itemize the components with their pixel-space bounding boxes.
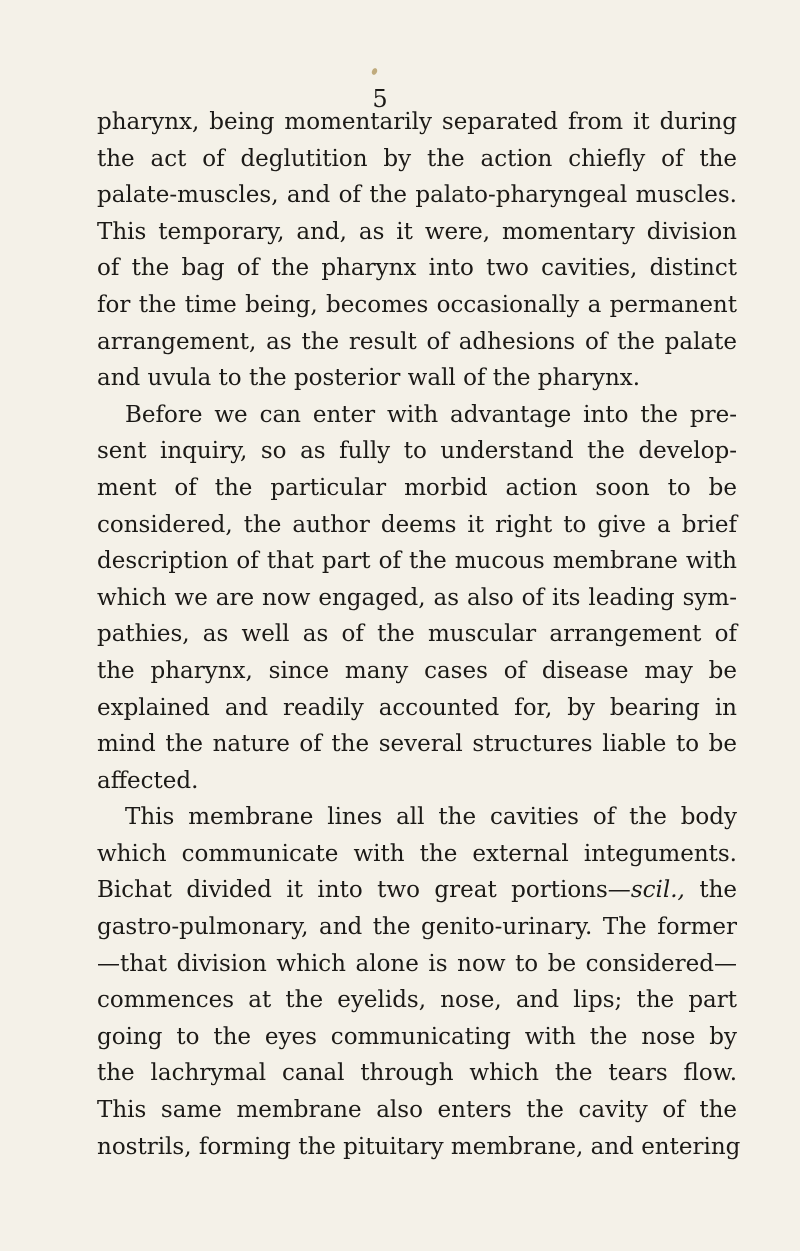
- italic-abbreviation: scil.,: [630, 877, 685, 904]
- text-line: pharynx, being momentarily separated from it during: [97, 109, 737, 135]
- text-line: mind the nature of the several structures liable to be: [97, 731, 737, 758]
- text-line: ment of the particular morbid action soon to be: [97, 474, 737, 501]
- text-line: which we are now engaged, as also of its leading sym-: [97, 584, 737, 611]
- text-line: This same membrane also enters the cavity of the: [97, 1097, 737, 1124]
- text-line-with-italic: [97, 872, 737, 909]
- text-line: the act of deglutition by the action chiefly of the: [97, 145, 737, 172]
- text-line: and uvula to the posterior wall of the pharynx.: [97, 365, 641, 392]
- text-line: —that division which alone is now to be considered—: [97, 950, 737, 977]
- text-line: going to the eyes communicating with the nose by: [97, 1023, 737, 1050]
- text-line: This temporary, and, as it were, momentary division: [97, 218, 737, 245]
- text-segment: the: [684, 877, 737, 904]
- text-line: the lachrymal canal through which the tears flow.: [97, 1060, 737, 1087]
- text-line: commences at the eyelids, nose, and lips; the part: [97, 987, 737, 1014]
- text-line: of the bag of the pharynx into two cavities, distinct: [97, 255, 737, 282]
- text-line: arrangement, as the result of adhesions of the palate: [97, 328, 737, 355]
- text-line: gastro-pulmonary, and the genito-urinary. The former: [97, 914, 737, 941]
- page-number: 5: [372, 85, 388, 113]
- text-line: sent inquiry, so as fully to understand the develop-: [97, 438, 737, 465]
- text-line: for the time being, becomes occasionally a permanent: [97, 291, 737, 318]
- text-line: affected.: [97, 767, 199, 794]
- text-segment: Bichat divided it into two great portions—: [97, 877, 631, 904]
- paragraph-2: [97, 397, 737, 800]
- text-line: explained and readily accounted for, by bearing in: [97, 694, 737, 721]
- text-line: pathies, as well as of the muscular arrangement of: [97, 621, 737, 648]
- text-line: palate-muscles, and of the palato-pharyngeal muscles.: [97, 182, 737, 209]
- text-line: which communicate with the external integuments.: [97, 840, 737, 867]
- body-text: [97, 104, 741, 1165]
- text-line: the pharynx, since many cases of disease may be: [97, 657, 737, 684]
- text-line: description of that part of the mucous membrane with: [97, 548, 737, 575]
- paragraph-3: [97, 799, 741, 1165]
- paragraph-1: [97, 104, 737, 397]
- ink-speck: [371, 67, 378, 75]
- text-line: Before we can enter with advantage into the pre-: [125, 401, 737, 428]
- text-line: considered, the author deems it right to give a brief: [97, 511, 737, 538]
- text-line: nostrils, forming the pituitary membrane, and entering: [97, 1133, 741, 1160]
- text-line: This membrane lines all the cavities of the body: [125, 804, 737, 831]
